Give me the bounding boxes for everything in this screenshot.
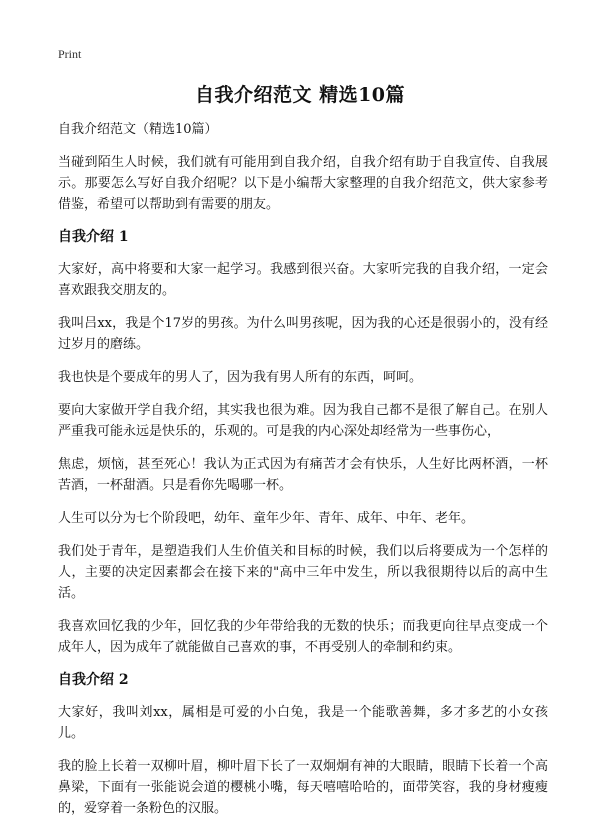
intro-paragraph: 当碰到陌生人时候，我们就有可能用到自我介绍，自我介绍有助于自我宣传、自我展示。那要怎么写好自我介绍呢？以下是小编帮大家整理的自我介绍范文，供大家参考借鉴，希望可以帮助到有需要的朋友。 bbox=[58, 155, 548, 212]
paragraph: 我喜欢回忆我的少年，回忆我的少年带给我的无数的快乐；而我更向往早点变成一个成年人，因为成年了就能做自己喜欢的事，不再受别人的牵制和约束。 bbox=[58, 619, 548, 655]
section-heading: 自我介绍 1 bbox=[58, 229, 129, 245]
paragraph: 大家好，高中将要和大家一起学习。我感到很兴奋。大家听完我的自我介绍，一定会喜欢跟我交朋友的。 bbox=[58, 262, 548, 298]
paragraph: 我们处于青年，是塑造我们人生价值关和目标的时候，我们以后将要成为一个怎样的人，主要的决定因素都会在接下来的"高中三年中发生，所以我很期待以后的高中生活。 bbox=[58, 544, 548, 601]
paragraph: 我叫吕xx，我是个17岁的男孩。为什么叫男孩呢，因为我的心还是很弱小的，没有经过岁月的磨练。 bbox=[58, 316, 548, 352]
section-2 bbox=[58, 670, 548, 819]
paragraph: 焦虑，烦恼，甚至死心！我认为正式因为有痛苦才会有快乐，人生好比两杯酒，一杯苦酒，一杯甜酒。只是看你先喝哪一杯。 bbox=[58, 457, 548, 493]
paragraph: 要向大家做开学自我介绍，其实我也很为难。因为我自己都不是很了解自己。在别人严重我可能永远是快乐的，乐观的。可是我的内心深处却经常为一些事伤心， bbox=[58, 403, 548, 439]
section-heading: 自我介绍 2 bbox=[58, 672, 129, 688]
paragraph: 人生可以分为七个阶段吧，幼年、童年少年、青年、成年、中年、老年。 bbox=[58, 511, 475, 526]
document-subtitle: 自我介绍范文（精选10篇） bbox=[58, 122, 218, 137]
paragraph: 大家好，我叫刘xx，属相是可爱的小白兔，我是一个能歌善舞，多才多艺的小女孩儿。 bbox=[58, 705, 548, 741]
paragraph: 我也快是个要成年的男人了，因为我有男人所有的东西，呵呵。 bbox=[58, 370, 423, 385]
print-link[interactable]: Print bbox=[58, 47, 82, 61]
document-body bbox=[58, 120, 548, 831]
document-title: 自我介绍范文 精选10篇 bbox=[194, 84, 406, 106]
section-1 bbox=[58, 227, 548, 658]
paragraph: 我的脸上长着一双柳叶眉，柳叶眉下长了一双炯炯有神的大眼睛，眼睛下长着一个高鼻梁，下面有一张能说会道的樱桃小嘴，每天嘻嘻哈哈的，面带笑容，我的身材瘦瘦的，爱穿着一条粉色的汉服。 bbox=[58, 759, 548, 816]
